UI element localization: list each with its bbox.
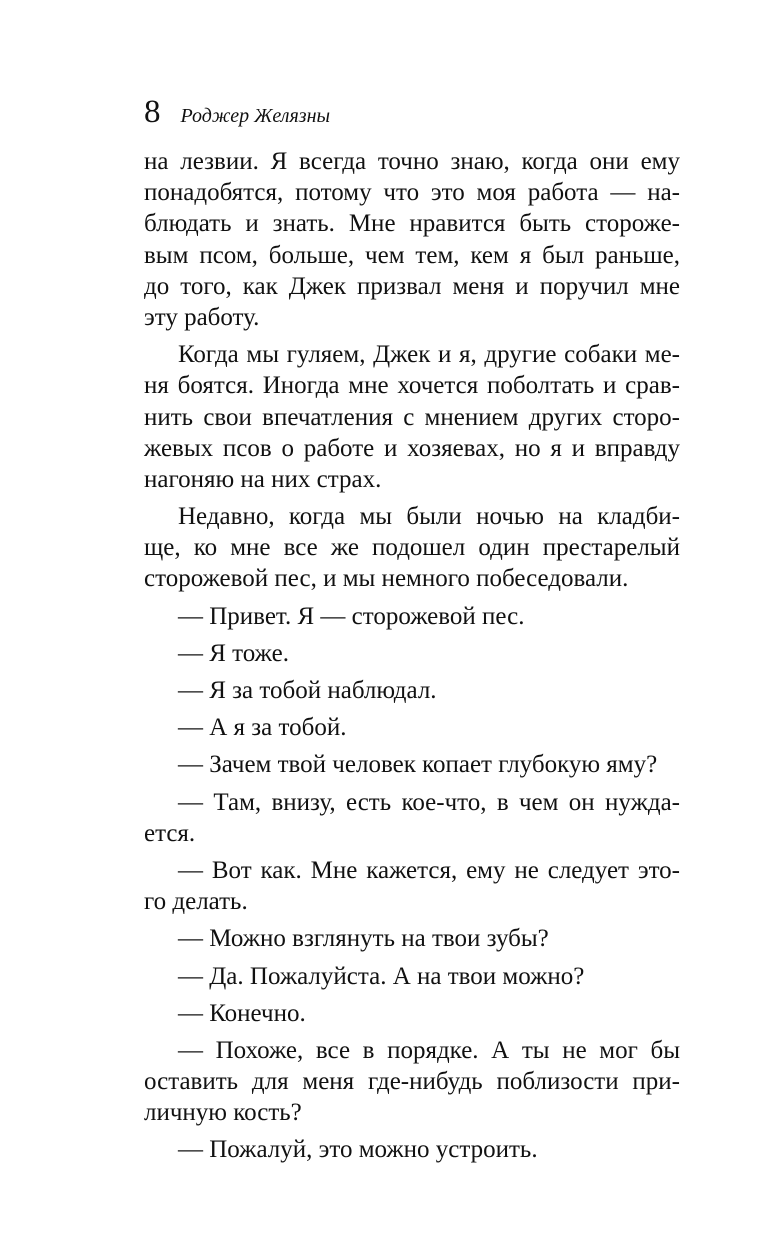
- paragraph: [144, 998, 680, 1029]
- text-line: нить свои впечатления с мнением других сторо-: [144, 403, 680, 431]
- text-line: ня боятся. Иногда мне хочется поболтать и срав-: [144, 372, 680, 400]
- paragraph: [144, 1134, 680, 1165]
- text-line: — Привет. Я — сторожевой пес.: [178, 602, 525, 630]
- paragraph: [144, 501, 680, 595]
- paragraph: [144, 1035, 680, 1129]
- text-line: вым псом, больше, чем тем, кем я был раньше,: [144, 241, 680, 269]
- paragraph: [144, 961, 680, 992]
- text-line: го делать.: [144, 888, 248, 916]
- text-line: сторожевой пес, и мы немного побеседовали.: [144, 565, 629, 593]
- text-line: — Похоже, все в порядке. А ты не мог бы: [178, 1036, 680, 1064]
- text-line: блюдать и знать. Мне нравится быть стороже-: [144, 210, 680, 238]
- paragraph: [144, 146, 680, 333]
- paragraph: [144, 712, 680, 743]
- paragraph: [144, 339, 680, 495]
- text-line: — Я за тобой наблюдал.: [178, 677, 437, 704]
- text-line: — Да. Пожалуйста. А на твои можно?: [178, 962, 585, 990]
- paragraph: [144, 675, 680, 706]
- text-line: — Конечно.: [178, 999, 306, 1027]
- text-line: понадобятся, потому что это моя работа — на-: [144, 179, 680, 207]
- text-line: на лезвии. Я всегда точно знаю, когда они ему: [144, 148, 680, 175]
- text-line: — А я за тобой.: [178, 714, 347, 742]
- running-head-author: Роджер Желязны: [180, 105, 331, 127]
- paragraph: [144, 923, 680, 954]
- paragraph: [144, 787, 680, 849]
- body-text: [144, 146, 680, 1166]
- text-line: Когда мы гуляем, Джек и я, другие собаки ме-: [178, 341, 680, 369]
- page-number: 8: [144, 94, 161, 130]
- paragraph: [144, 855, 680, 917]
- text-line: до того, как Джек призвал меня и поручил мне: [144, 272, 680, 300]
- text-line: жевых псов о работе и хозяевах, но я и вправду: [144, 434, 680, 462]
- paragraph: [144, 601, 680, 632]
- text-line: — Вот как. Мне кажется, ему не следует это-: [178, 856, 680, 884]
- running-head: [144, 96, 330, 136]
- text-line: — Пожалуй, это можно устроить.: [178, 1136, 538, 1164]
- text-line: Недавно, когда мы были ночью на кладби-: [178, 503, 680, 531]
- text-line: ще, ко мне все же подошел один престарелый: [144, 534, 680, 562]
- text-line: ется.: [144, 819, 196, 847]
- text-line: — Я тоже.: [178, 639, 289, 667]
- text-line: эту работу.: [144, 303, 260, 331]
- paragraph: [144, 638, 680, 669]
- paragraph: [144, 749, 680, 780]
- text-line: — Можно взглянуть на твои зубы?: [178, 925, 549, 953]
- text-line: нагоняю на них страх.: [144, 465, 382, 493]
- text-line: — Зачем твой человек копает глубокую яму?: [178, 751, 658, 779]
- text-line: — Там, внизу, есть кое-что, в чем он нужда-: [178, 788, 680, 816]
- text-line: личную кость?: [144, 1099, 302, 1127]
- text-line: оставить для меня где-нибудь поблизости при-: [144, 1068, 680, 1096]
